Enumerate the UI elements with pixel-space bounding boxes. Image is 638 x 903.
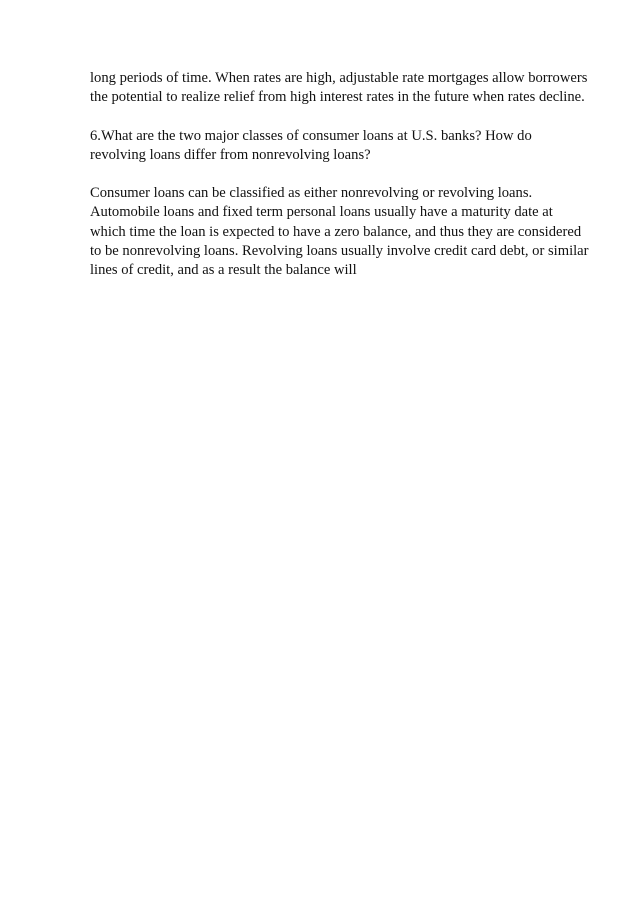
answer-6 [90,184,610,280]
document-body [90,69,610,299]
text-line: the potential to realize relief from high interest rates in the future when rates decline. [90,89,585,106]
text-line: lines of credit, and as a result the balance will [90,262,357,278]
text-line: Automobile loans and fixed term personal loans usually have a maturity date at [90,204,553,221]
text-line: long periods of time. When rates are high, adjustable rate mortgages allow borrowers [90,70,588,86]
question-6 [90,127,610,165]
text-line: to be nonrevolving loans. Revolving loans usually involve credit card debt, or similar [90,242,589,259]
text-line: which time the loan is expected to have a zero balance, and thus they are considered [90,223,582,240]
paragraph-continuation [90,69,610,107]
text-line: 6.What are the two major classes of consumer loans at U.S. banks? How do [90,127,532,144]
text-line: revolving loans differ from nonrevolving loans? [90,146,371,163]
text-line: Consumer loans can be classified as either nonrevolving or revolving loans. [90,185,533,202]
